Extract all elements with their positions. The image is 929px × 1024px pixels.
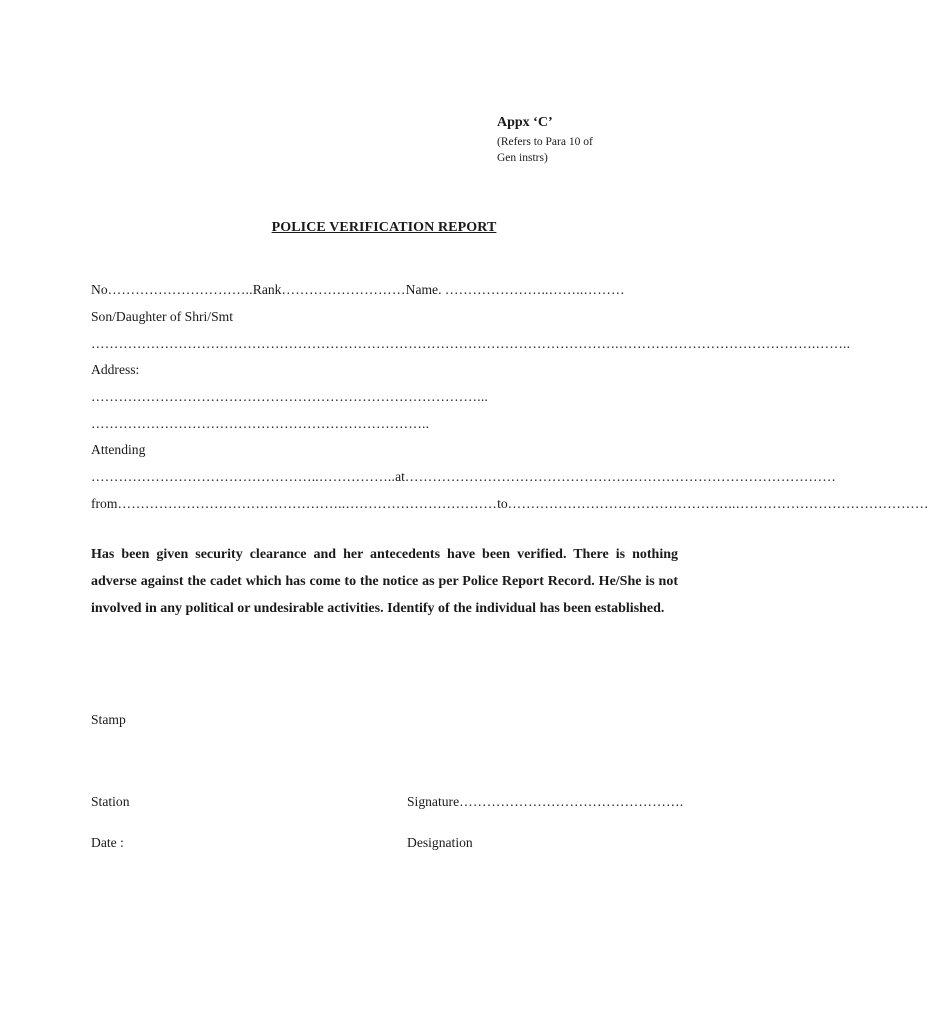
- appendix-reference-line-1: (Refers to Para 10 of: [497, 136, 593, 148]
- appendix-reference-line-2: Gen instrs): [497, 152, 548, 164]
- attending-field[interactable]: …………………………………………..……………..: [91, 469, 396, 484]
- date-label: Date :: [91, 835, 124, 850]
- son-daughter-field[interactable]: [91, 335, 851, 353]
- name-label: Name.: [405, 282, 445, 297]
- appendix-reference: [497, 134, 697, 166]
- no-rank-name-line: [91, 281, 678, 299]
- appendix-block: [497, 114, 697, 166]
- to-label: to: [497, 496, 508, 511]
- from-field[interactable]: …………………………………………..……………………………: [117, 496, 498, 511]
- address-field-line-1[interactable]: [91, 388, 678, 406]
- at-label: at: [395, 469, 405, 484]
- name-field[interactable]: …………………..……..………: [444, 282, 625, 297]
- no-field[interactable]: …………………………..: [107, 282, 253, 297]
- son-daughter-dots: …………………………………………………………………………………………………….…………………………………….……..: [91, 336, 851, 351]
- address-label: Address:: [91, 362, 140, 377]
- declaration-paragraph: Has been given security clearance and her antecedents have been verified. There is nothing adverse against the cadet which has come to the notice as per Police Report Record. He/She is not involved in any political or undesirable activities. Identify of the individual has been established.: [91, 547, 678, 616]
- designation-label: Designation: [407, 835, 473, 850]
- stamp-label: Stamp: [91, 712, 126, 727]
- attending-label: Attending: [91, 442, 146, 457]
- signature-line: [407, 793, 683, 811]
- rank-field[interactable]: ………………………: [281, 282, 406, 297]
- from-label: from: [91, 496, 118, 511]
- at-field[interactable]: ………………………………………….………………………………………: [404, 469, 837, 484]
- rank-label: Rank: [252, 282, 282, 297]
- signature-label: Signature: [407, 794, 460, 809]
- appendix-title: Appx ‘C’: [497, 115, 553, 130]
- address-field-line-2[interactable]: [91, 415, 678, 433]
- address-dots-2: ………………………………………………………………..: [91, 416, 430, 431]
- to-field[interactable]: …………………………………………..……………………………………: [507, 496, 929, 511]
- report-title: POLICE VERIFICATION REPORT: [271, 220, 497, 235]
- signature-field[interactable]: ………………………………………….: [459, 794, 684, 809]
- attending-at-line: [91, 468, 837, 486]
- address-dots-1: …………………………………………………………………………...: [91, 389, 489, 404]
- son-daughter-label: Son/Daughter of Shri/Smt: [91, 309, 233, 324]
- from-to-line: [91, 495, 929, 513]
- no-label: No: [91, 282, 108, 297]
- station-label: Station: [91, 794, 130, 809]
